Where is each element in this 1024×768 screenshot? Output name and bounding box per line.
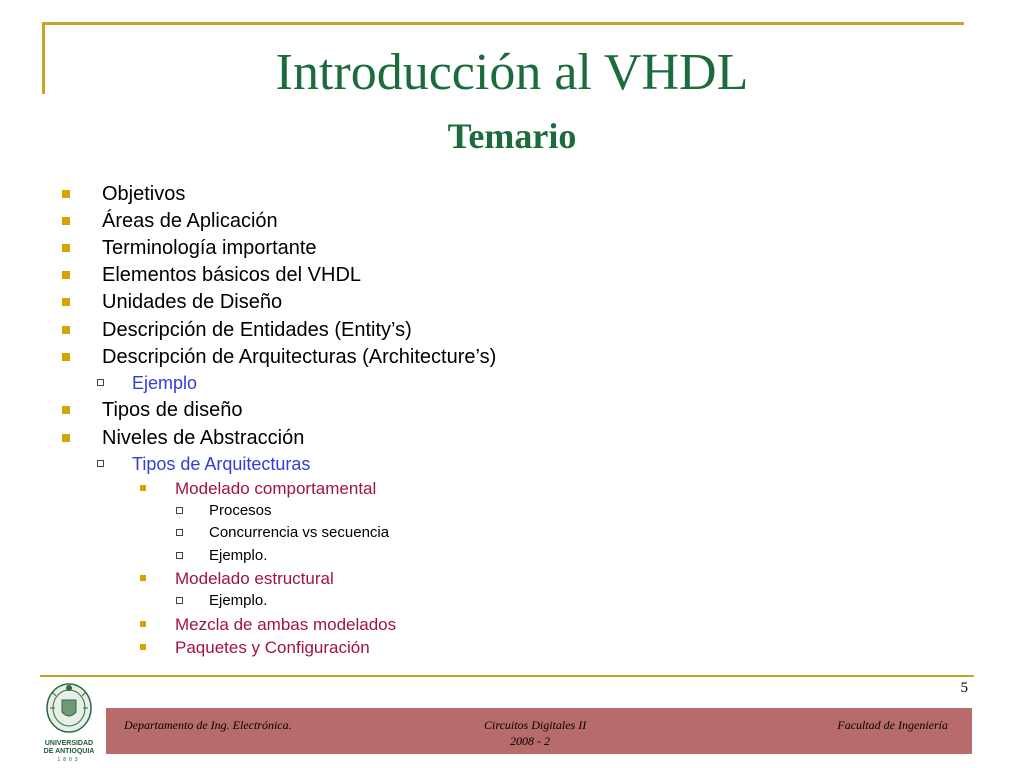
- slide-subtitle: Temario: [447, 116, 577, 156]
- square-bullet-icon: [62, 298, 70, 306]
- outline-item-text: Unidades de Diseño: [102, 291, 283, 313]
- outline-item-text: Paquetes y Configuración: [175, 638, 370, 657]
- slide-title: Introducción al VHDL: [275, 44, 749, 101]
- outline-item-text: Concurrencia vs secuencia: [209, 524, 390, 541]
- square-bullet-icon: [140, 575, 146, 581]
- outline-item-text: Tipos de diseño: [102, 399, 243, 421]
- square-bullet-icon: [62, 434, 70, 442]
- square-bullet-icon: [140, 644, 146, 650]
- footer-divider: [40, 675, 974, 677]
- square-bullet-icon: [140, 621, 146, 627]
- hollow-square-bullet-icon: [176, 552, 183, 559]
- outline-item-text: Modelado comportamental: [175, 479, 377, 498]
- square-bullet-icon: [62, 406, 70, 414]
- outline-item-text: Modelado estructural: [175, 569, 334, 588]
- hollow-square-bullet-icon: [97, 379, 104, 386]
- outline-item-text: Áreas de Aplicación: [102, 210, 278, 232]
- outline-item-text: Objetivos: [102, 183, 186, 205]
- outline-item-text: Descripción de Entidades (Entity’s): [102, 319, 412, 341]
- outline-item-text: Terminología importante: [102, 237, 317, 259]
- outline-item-text: Ejemplo.: [209, 547, 268, 564]
- hollow-square-bullet-icon: [176, 507, 183, 514]
- footer-faculty: Facultad de Ingeniería: [837, 718, 948, 732]
- square-bullet-icon: [62, 217, 70, 225]
- square-bullet-icon: [140, 485, 146, 491]
- outline-item-text: Elementos básicos del VHDL: [102, 264, 362, 286]
- outline-item-text: Ejemplo.: [209, 592, 268, 609]
- outline-item-text: Ejemplo: [132, 373, 198, 393]
- footer-course: Circuitos Digitales II: [484, 718, 587, 732]
- outline-item-text: Mezcla de ambas modelados: [175, 615, 397, 634]
- outline-item-text: Tipos de Arquitecturas: [132, 454, 311, 474]
- outline-item-text: Descripción de Arquitecturas (Architecture’s): [102, 346, 497, 368]
- hollow-square-bullet-icon: [97, 460, 104, 467]
- footer-term: 2008 - 2: [510, 734, 550, 748]
- page-number: 5: [960, 680, 968, 696]
- logo-year: 1803: [57, 757, 81, 763]
- outline-item-text: Niveles de Abstracción: [102, 427, 305, 449]
- square-bullet-icon: [62, 326, 70, 334]
- logo-text-line2: DE ANTIOQUIA: [43, 748, 95, 755]
- footer-department: Departamento de Ing. Electrónica.: [124, 718, 292, 732]
- square-bullet-icon: [62, 353, 70, 361]
- footer-bar: [106, 708, 972, 754]
- hollow-square-bullet-icon: [176, 529, 183, 536]
- square-bullet-icon: [62, 271, 70, 279]
- outline-item-text: Procesos: [209, 502, 272, 519]
- square-bullet-icon: [62, 190, 70, 198]
- hollow-square-bullet-icon: [176, 597, 183, 604]
- logo-text-line1: UNIVERSIDAD: [44, 740, 94, 747]
- square-bullet-icon: [62, 244, 70, 252]
